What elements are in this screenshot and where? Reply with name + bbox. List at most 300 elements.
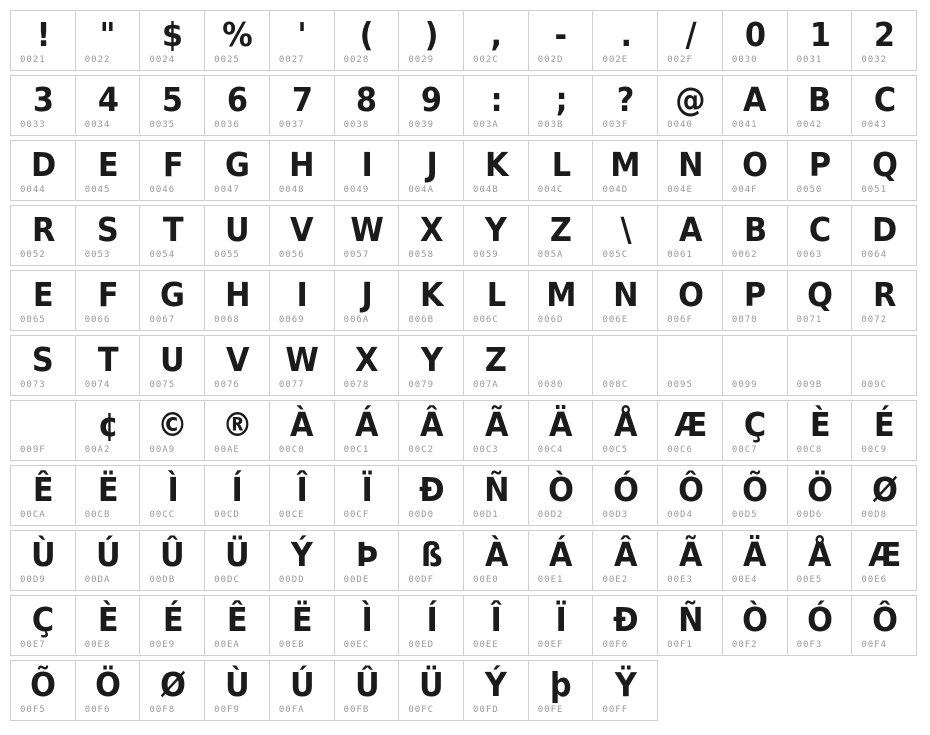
glyph-code-label: 004C	[537, 185, 564, 195]
glyph-cell	[10, 335, 76, 396]
glyph-code-label: 0042	[796, 120, 823, 130]
glyph-code-label: 0027	[278, 55, 305, 65]
glyph-cell	[787, 465, 853, 526]
glyph-cell	[528, 335, 594, 396]
glyph-char: È	[97, 599, 118, 639]
glyph-code-label: 0034	[84, 120, 111, 130]
glyph-code-label: 00D4	[667, 510, 693, 520]
glyph-char: Ù	[30, 534, 55, 574]
glyph-cell	[75, 530, 141, 591]
glyph-cell	[398, 530, 464, 591]
glyph-cell	[787, 75, 853, 136]
glyph-cell	[851, 205, 917, 266]
glyph-char: ¢	[97, 404, 118, 444]
glyph-cell	[139, 75, 205, 136]
glyph-cell	[334, 75, 400, 136]
glyph-cell	[269, 205, 335, 266]
glyph-cell	[787, 140, 853, 201]
glyph-code-label: 00DE	[343, 575, 370, 585]
glyph-cell	[592, 75, 658, 136]
glyph-char: Û	[354, 664, 379, 704]
glyph-code-label: 00EA	[214, 640, 240, 650]
glyph-cell	[463, 465, 529, 526]
glyph-cell	[334, 270, 400, 331]
glyph-char: .	[620, 14, 631, 54]
glyph-char: ®	[222, 404, 252, 444]
glyph-char: Æ	[674, 404, 707, 444]
glyph-code-label: 00ED	[408, 640, 434, 650]
glyph-cell	[851, 140, 917, 201]
glyph-code-label: 006A	[343, 315, 370, 325]
glyph-cell	[139, 595, 205, 656]
glyph-code-label: 006F	[667, 315, 693, 325]
glyph-code-label: 0022	[84, 55, 111, 65]
glyph-cell	[722, 400, 788, 461]
glyph-char: Z	[550, 209, 572, 249]
glyph-cell	[463, 205, 529, 266]
glyph-char: Ÿ	[614, 664, 636, 704]
glyph-code-label: 0080	[537, 380, 564, 390]
glyph-cell	[398, 595, 464, 656]
glyph-char: U	[160, 339, 185, 379]
glyph-row	[10, 140, 920, 201]
glyph-char: 5	[162, 79, 183, 119]
glyph-char: 1	[809, 14, 830, 54]
glyph-code-label: 0079	[408, 380, 434, 390]
glyph-char: !	[36, 14, 50, 54]
glyph-code-label: 00E7	[20, 640, 46, 650]
glyph-code-label: 009F	[20, 445, 46, 455]
glyph-char: Ê	[227, 599, 247, 639]
glyph-char: Ó	[612, 469, 638, 509]
glyph-code-label: 00F3	[796, 640, 823, 650]
glyph-char: Ë	[97, 469, 118, 509]
glyph-cell	[139, 10, 205, 71]
glyph-code-label: 00C5	[602, 445, 629, 455]
glyph-char: V	[290, 209, 314, 249]
glyph-code-label: 00DC	[214, 575, 240, 585]
glyph-char: Û	[160, 534, 185, 574]
glyph-code-label: 00D9	[20, 575, 46, 585]
glyph-char: Î	[296, 469, 307, 509]
glyph-char: Ï	[555, 599, 566, 639]
glyph-char: Ý	[485, 664, 507, 704]
glyph-cell	[75, 595, 141, 656]
glyph-cell	[463, 400, 529, 461]
glyph-char: Z	[485, 339, 507, 379]
glyph-cell	[463, 75, 529, 136]
glyph-char: È	[809, 404, 830, 444]
glyph-cell	[269, 335, 335, 396]
glyph-cell	[204, 270, 270, 331]
glyph-char: Å	[614, 404, 637, 444]
glyph-char: Â	[614, 534, 637, 574]
glyph-code-label: 00E6	[861, 575, 888, 585]
glyph-cell	[398, 205, 464, 266]
glyph-char: H	[289, 144, 314, 184]
glyph-char: 4	[97, 79, 118, 119]
glyph-char: (	[359, 14, 373, 54]
glyph-code-label: 0044	[20, 185, 46, 195]
glyph-code-label: 0037	[278, 120, 305, 130]
glyph-char: ,	[490, 14, 502, 54]
glyph-char: Ò	[742, 599, 768, 639]
glyph-cell	[398, 270, 464, 331]
glyph-cell	[463, 10, 529, 71]
glyph-cell	[722, 75, 788, 136]
glyph-cell	[10, 595, 76, 656]
glyph-code-label: 00D3	[602, 510, 629, 520]
glyph-char: Ü	[225, 534, 249, 574]
glyph-char: /	[684, 14, 696, 54]
glyph-char: ?	[616, 79, 634, 119]
glyph-cell	[398, 660, 464, 721]
glyph-code-label: 0078	[343, 380, 370, 390]
glyph-cell	[657, 205, 723, 266]
glyph-cell	[851, 465, 917, 526]
glyph-char: O	[742, 144, 768, 184]
glyph-cell	[592, 530, 658, 591]
glyph-cell	[398, 10, 464, 71]
glyph-char: Ú	[95, 534, 120, 574]
glyph-code-label: 00CB	[84, 510, 111, 520]
glyph-cell	[269, 75, 335, 136]
glyph-cell	[139, 660, 205, 721]
glyph-cell	[75, 270, 141, 331]
glyph-code-label: 0061	[667, 250, 693, 260]
glyph-char: F	[162, 144, 183, 184]
glyph-code-label: 00F0	[602, 640, 629, 650]
glyph-char: Ï	[361, 469, 372, 509]
glyph-code-label: 0055	[214, 250, 240, 260]
glyph-code-label: 00C4	[537, 445, 564, 455]
glyph-code-label: 0046	[149, 185, 176, 195]
glyph-cell	[204, 10, 270, 71]
glyph-cell	[334, 530, 400, 591]
glyph-char: Â	[419, 404, 443, 444]
glyph-code-label: 009B	[796, 380, 823, 390]
glyph-char: Æ	[868, 534, 901, 574]
glyph-cell	[334, 140, 400, 201]
glyph-code-label: 00E5	[796, 575, 823, 585]
glyph-char: N	[677, 144, 703, 184]
glyph-char: K	[419, 274, 443, 314]
glyph-code-label: 00D1	[473, 510, 499, 520]
glyph-cell	[334, 205, 400, 266]
glyph-cell	[463, 335, 529, 396]
glyph-code-label: 00F5	[20, 705, 46, 715]
glyph-code-label: 0039	[408, 120, 434, 130]
glyph-code-label: 0075	[149, 380, 176, 390]
glyph-char: 3	[32, 79, 53, 119]
glyph-char: C	[873, 79, 895, 119]
glyph-cell	[75, 660, 141, 721]
glyph-cell	[528, 140, 594, 201]
glyph-char: F	[97, 274, 118, 314]
glyph-char: '	[297, 14, 306, 54]
glyph-cell	[269, 660, 335, 721]
glyph-code-label: 0049	[343, 185, 370, 195]
glyph-cell	[139, 465, 205, 526]
glyph-char: Ê	[32, 469, 53, 509]
glyph-code-label: 002D	[537, 55, 564, 65]
glyph-char: @	[675, 79, 705, 119]
glyph-cell	[204, 530, 270, 591]
glyph-cell	[269, 530, 335, 591]
glyph-cell	[851, 335, 917, 396]
glyph-char: Ì	[361, 599, 372, 639]
glyph-cell	[269, 10, 335, 71]
glyph-code-label: 00FA	[278, 705, 305, 715]
glyph-char: L	[551, 144, 570, 184]
glyph-code-label: 00C8	[796, 445, 823, 455]
glyph-char: J	[425, 144, 437, 184]
glyph-code-label: 00D5	[731, 510, 758, 520]
glyph-code-label: 00F6	[84, 705, 111, 715]
glyph-char: E	[97, 144, 118, 184]
glyph-code-label: 00F1	[667, 640, 693, 650]
glyph-char: Y	[485, 209, 507, 249]
glyph-char: Í	[425, 599, 437, 639]
glyph-cell	[398, 335, 464, 396]
glyph-cell	[851, 530, 917, 591]
glyph-code-label: 0031	[796, 55, 823, 65]
glyph-char: R	[872, 274, 896, 314]
glyph-char: %	[222, 14, 252, 54]
glyph-cell	[528, 400, 594, 461]
glyph-cell	[722, 595, 788, 656]
glyph-cell	[722, 530, 788, 591]
glyph-code-label: 00C2	[408, 445, 434, 455]
glyph-cell	[398, 75, 464, 136]
glyph-code-label: 00FF	[602, 705, 629, 715]
glyph-char: E	[32, 274, 53, 314]
glyph-code-label: 0053	[84, 250, 111, 260]
glyph-code-label: 00FB	[343, 705, 370, 715]
glyph-char: I	[296, 274, 307, 314]
glyph-code-label: 0029	[408, 55, 434, 65]
glyph-char: C	[808, 209, 831, 249]
glyph-char: Þ	[355, 534, 378, 574]
glyph-char: 8	[356, 79, 377, 119]
glyph-cell	[463, 140, 529, 201]
glyph-char: þ	[550, 664, 572, 704]
glyph-cell	[10, 10, 76, 71]
glyph-char: U	[225, 209, 249, 249]
glyph-code-label: 00F8	[149, 705, 176, 715]
glyph-code-label: 0052	[20, 250, 46, 260]
glyph-cell	[398, 465, 464, 526]
glyph-code-label: 0040	[667, 120, 693, 130]
glyph-code-label: 009C	[861, 380, 888, 390]
glyph-cell	[204, 140, 270, 201]
glyph-cell	[528, 75, 594, 136]
glyph-cell	[10, 660, 76, 721]
glyph-code-label: 0066	[84, 315, 111, 325]
glyph-code-label: 00DB	[149, 575, 176, 585]
glyph-cell	[75, 75, 141, 136]
glyph-char: 7	[291, 79, 312, 119]
glyph-cell	[75, 400, 141, 461]
glyph-code-label: 00D0	[408, 510, 434, 520]
glyph-char: L	[486, 274, 506, 314]
glyph-cell	[787, 595, 853, 656]
glyph-cell	[657, 530, 723, 591]
glyph-code-label: 00EB	[278, 640, 305, 650]
glyph-cell	[334, 400, 400, 461]
glyph-code-label: 00E0	[473, 575, 499, 585]
glyph-char: B	[808, 79, 831, 119]
glyph-char: Ø	[159, 664, 185, 704]
glyph-code-label: 003F	[602, 120, 629, 130]
glyph-char: 9	[421, 79, 442, 119]
glyph-char: Ð	[418, 469, 444, 509]
glyph-code-label: 0068	[214, 315, 240, 325]
glyph-row	[10, 10, 920, 71]
glyph-code-label: 006E	[602, 315, 629, 325]
glyph-code-label: 0067	[149, 315, 176, 325]
glyph-char: Å	[808, 534, 831, 574]
glyph-cell	[592, 205, 658, 266]
glyph-code-label: 0063	[796, 250, 823, 260]
glyph-row	[10, 335, 920, 396]
glyph-cell	[657, 140, 723, 201]
glyph-char: M	[545, 274, 576, 314]
glyph-code-label: 0024	[149, 55, 176, 65]
glyph-cell	[787, 270, 853, 331]
glyph-cell	[334, 10, 400, 71]
glyph-cell	[10, 400, 76, 461]
glyph-code-label: 003A	[473, 120, 499, 130]
glyph-char: Í	[231, 469, 243, 509]
glyph-char: 6	[226, 79, 248, 119]
glyph-row	[10, 400, 920, 461]
glyph-code-label: 00C3	[473, 445, 499, 455]
glyph-char: É	[874, 404, 895, 444]
glyph-code-label: 007A	[473, 380, 499, 390]
glyph-char: Ù	[225, 664, 249, 704]
glyph-code-label: 00DF	[408, 575, 434, 585]
glyph-char: A	[743, 79, 767, 119]
glyph-code-label: 00D6	[796, 510, 823, 520]
glyph-code-label: 002C	[473, 55, 499, 65]
glyph-cell	[139, 140, 205, 201]
glyph-char: Î	[490, 599, 502, 639]
glyph-code-label: 0065	[20, 315, 46, 325]
glyph-cell	[657, 595, 723, 656]
glyph-code-label: 00A2	[84, 445, 111, 455]
glyph-char: R	[31, 209, 55, 249]
glyph-code-label: 006D	[537, 315, 564, 325]
glyph-cell	[722, 10, 788, 71]
glyph-char: Á	[549, 534, 572, 574]
glyph-cell	[334, 335, 400, 396]
glyph-cell	[334, 465, 400, 526]
glyph-cell	[139, 335, 205, 396]
glyph-cell	[528, 595, 594, 656]
glyph-cell	[592, 660, 658, 721]
glyph-code-label: 005C	[602, 250, 629, 260]
glyph-char: Ç	[32, 599, 54, 639]
glyph-char: $	[162, 14, 183, 54]
glyph-char: À	[484, 534, 508, 574]
glyph-code-label: 0073	[20, 380, 46, 390]
glyph-code-label: 004A	[408, 185, 434, 195]
glyph-code-label: 00C1	[343, 445, 370, 455]
glyph-row	[10, 595, 920, 656]
glyph-code-label: 0070	[731, 315, 758, 325]
glyph-code-label: 0069	[278, 315, 305, 325]
glyph-cell	[528, 465, 594, 526]
glyph-char: X	[419, 209, 443, 249]
glyph-code-label: 00D2	[537, 510, 564, 520]
glyph-cell	[657, 465, 723, 526]
glyph-cell	[204, 205, 270, 266]
glyph-code-label: 0076	[214, 380, 240, 390]
glyph-cell	[592, 335, 658, 396]
glyph-row	[10, 270, 920, 331]
glyph-cell	[722, 465, 788, 526]
glyph-code-label: 00CE	[278, 510, 305, 520]
glyph-char: É	[162, 599, 183, 639]
glyph-cell	[592, 595, 658, 656]
glyph-code-label: 00CA	[20, 510, 46, 520]
glyph-row	[10, 465, 920, 526]
glyph-cell	[334, 595, 400, 656]
glyph-row	[10, 530, 920, 591]
glyph-char: Ü	[419, 664, 444, 704]
glyph-code-label: 006B	[408, 315, 434, 325]
glyph-char: 0	[744, 14, 765, 54]
glyph-code-label: 0074	[84, 380, 111, 390]
glyph-cell	[269, 465, 335, 526]
glyph-cell	[75, 205, 141, 266]
glyph-cell	[139, 530, 205, 591]
glyph-cell	[10, 270, 76, 331]
glyph-code-label: 00CF	[343, 510, 370, 520]
glyph-cell	[10, 530, 76, 591]
glyph-code-label: 0032	[861, 55, 888, 65]
glyph-char: Ç	[744, 404, 766, 444]
glyph-char: À	[290, 404, 314, 444]
glyph-char: D	[30, 144, 56, 184]
glyph-cell	[722, 140, 788, 201]
glyph-char: T	[97, 339, 118, 379]
glyph-cell	[269, 270, 335, 331]
glyph-cell	[75, 140, 141, 201]
glyph-code-label: 00E8	[84, 640, 111, 650]
glyph-char: Á	[355, 404, 378, 444]
glyph-code-label: 00DD	[278, 575, 305, 585]
glyph-code-label: 00E2	[602, 575, 629, 585]
glyph-cell	[463, 660, 529, 721]
glyph-code-label: 002E	[602, 55, 629, 65]
glyph-char: Ñ	[483, 469, 509, 509]
glyph-cell	[592, 270, 658, 331]
glyph-cell	[269, 400, 335, 461]
glyph-cell	[75, 335, 141, 396]
glyph-char: Ä	[743, 534, 767, 574]
glyph-char: K	[484, 144, 508, 184]
glyph-char: Ð	[613, 599, 638, 639]
glyph-char: D	[872, 209, 897, 249]
glyph-char: Ä	[549, 404, 572, 444]
glyph-code-label: 00CD	[214, 510, 240, 520]
glyph-row	[10, 660, 920, 721]
glyph-cell	[269, 595, 335, 656]
glyph-code-label: 00E4	[731, 575, 758, 585]
glyph-code-label: 00A9	[149, 445, 176, 455]
